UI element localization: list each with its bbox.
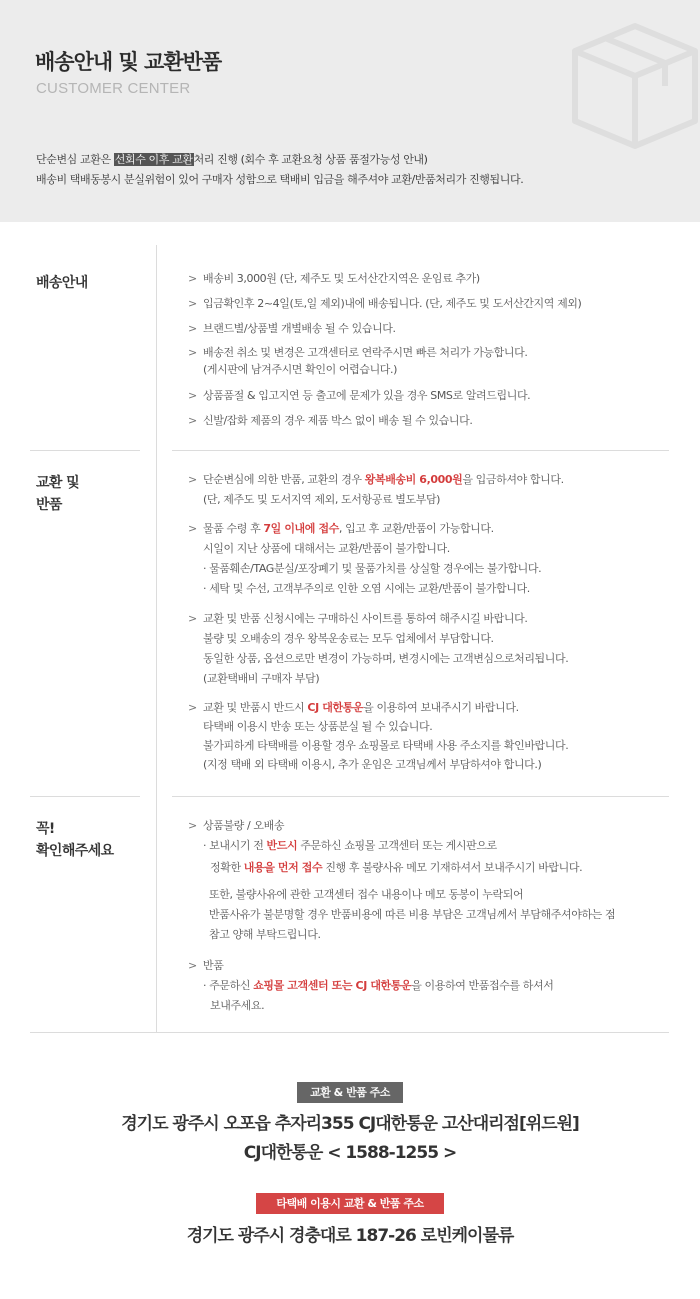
other-courier-address-badge: 타택배 이용시 교환 & 반품 주소 [256,1193,444,1214]
section-title-line: 교환 및 [36,475,80,491]
box-icon [560,6,700,156]
notice-line-1 [36,150,523,170]
item-text: (단, 제주도 및 도서지역 제외, 도서항공료 별도부담) [203,493,441,506]
chevron-right-icon: > [188,522,197,535]
item-text: 보내주세요. [210,999,265,1012]
exchange-address-badge: 교환 & 반품 주소 [297,1082,403,1103]
courier-phone: CJ대한통운 < 1588-1255 > [243,1143,457,1163]
highlight-text: CJ 대한통운 [307,701,364,714]
section-title-line: 확인해주세요 [36,843,114,859]
page-subtitle: CUSTOMER CENTER [36,80,191,97]
section-divider [30,1032,669,1033]
chevron-right-icon: > [188,389,197,402]
item-text: 타택배 이용시 반송 또는 상품분실 될 수 있습니다. [203,720,433,733]
section-divider [30,796,140,797]
item-text: 브랜드별/상품별 개별배송 될 수 있습니다. [203,322,396,335]
item-text: (지정 택배 외 타택배 이용시, 추가 운임은 고객님께서 부담하셔야 합니다.) [203,758,542,771]
item-text: 상품품절 & 입고지연 등 출고에 문제가 있을 경우 SMS로 알려드립니다. [203,389,531,402]
page-title: 배송안내 및 교환반품 [35,50,222,74]
item-label: 상품불량 / 오배송 [203,819,285,832]
notice-line-2: 배송비 택배동봉시 분실위험이 있어 구매자 성함으로 택배비 입금을 해주셔야 교환/반품처리가 진행됩니다. [36,173,524,186]
item-text: 교환 및 반품 신청시에는 구매하신 사이트를 통하여 해주시길 바랍니다. [203,612,528,625]
check-section-title [36,818,114,862]
exchange-address: 경기도 광주시 오포읍 추자리355 CJ대한통운 고산대리점[위드원] [121,1114,579,1134]
section-divider [172,796,669,797]
section-divider [172,450,669,451]
item-text: 시일이 지난 상품에 대해서는 교환/반품이 불가합니다. [203,542,450,555]
header [0,0,700,222]
shipping-section-title: 배송안내 [36,275,88,291]
item-text: 불량 및 오배송의 경우 왕복운송료는 모두 업체에서 부담합니다. [203,632,494,645]
item-text: 정확한 내용을 먼저 접수 진행 후 불량사유 메모 기재하셔서 보내주시기 바랍니다. [210,861,583,874]
notice-text: 단순변심 교환은 [36,153,114,166]
item-text: (게시판에 남겨주시면 확인이 어렵습니다.) [203,363,398,376]
item-text: 참고 양해 부탁드립니다. [209,928,321,941]
item-text: 배송전 취소 및 변경은 고객센터로 연락주시면 빠른 처리가 가능합니다. [203,346,528,359]
notice-highlight: 선회수 이후 교환 [114,153,193,166]
item-text: 불가피하게 타택배를 이용할 경우 쇼핑몰로 타택배 사용 주소지를 확인바랍니다. [203,739,569,752]
chevron-right-icon: > [188,473,197,486]
highlight-text: 내용을 먼저 접수 [243,861,323,874]
section-divider [30,450,140,451]
item-text: 동일한 상품, 옵션으로만 변경이 가능하며, 변경시에는 고객변심으로처리됩니다. [203,652,569,665]
item-text: · 물품훼손/TAG분실/포장폐기 및 물품가치를 상실할 경우에는 불가합니다. [203,562,542,575]
item-text: 또한, 불량사유에 관한 고객센터 접수 내용이나 메모 동봉이 누락되어 [209,888,524,901]
item-text: 단순변심에 의한 반품, 교환의 경우 왕복배송비 6,000원을 입금하셔야 합니다. [203,473,564,486]
highlight-text: 왕복배송비 6,000원 [364,473,463,486]
item-text: 물품 수령 후 7일 이내에 접수, 입고 후 교환/반품이 가능합니다. [203,522,494,535]
item-text: 입금확인후 2~4일(토,일 제외)내에 배송됩니다. (단, 제주도 및 도서산간지역 제외) [203,297,582,310]
item-text: 교환 및 반품시 반드시 CJ 대한통운을 이용하여 보내주시기 바랍니다. [203,701,519,714]
chevron-right-icon: > [188,819,197,832]
chevron-right-icon: > [188,297,197,310]
item-text: (교환택배비 구매자 부담) [203,672,320,685]
section-vertical-divider [156,245,157,1032]
chevron-right-icon: > [188,322,197,335]
other-courier-address: 경기도 광주시 경충대로 187-26 로빈케이물류 [186,1226,514,1246]
exchange-section-title [36,472,79,516]
item-text: · 세탁 및 수선, 고객부주의로 인한 오염 시에는 교환/반품이 불가합니다. [203,582,530,595]
highlight-text: 반드시 [266,839,298,852]
chevron-right-icon: > [188,612,197,625]
item-text: · 주문하신 쇼핑몰 고객센터 또는 CJ 대한통운을 이용하여 반품접수를 하셔서 [203,979,554,992]
chevron-right-icon: > [188,959,197,972]
chevron-right-icon: > [188,272,197,285]
item-text: 반품사유가 불분명할 경우 반품비용에 따른 비용 부담은 고객님께서 부담해주셔야하는 점 [209,908,616,921]
item-label: 반품 [203,959,224,972]
section-title-line: 꼭! [36,821,55,837]
chevron-right-icon: > [188,414,197,427]
chevron-right-icon: > [188,346,197,359]
item-text: 배송비 3,000원 (단, 제주도 및 도서산간지역은 운임료 추가) [203,272,480,285]
highlight-text: 쇼핑몰 고객센터 또는 CJ 대한통운 [253,979,412,992]
chevron-right-icon: > [188,701,197,714]
item-text: 신발/잡화 제품의 경우 제품 박스 없이 배송 될 수 있습니다. [203,414,473,427]
header-notice [36,150,523,190]
notice-text: 처리 진행 (회수 후 교환요청 상품 품절가능성 안내) [193,153,428,166]
item-text: · 보내시기 전 반드시 주문하신 쇼핑몰 고객센터 또는 게시판으로 [203,839,497,852]
highlight-text: 7일 이내에 접수 [263,522,339,535]
section-title-line: 반품 [36,497,62,513]
